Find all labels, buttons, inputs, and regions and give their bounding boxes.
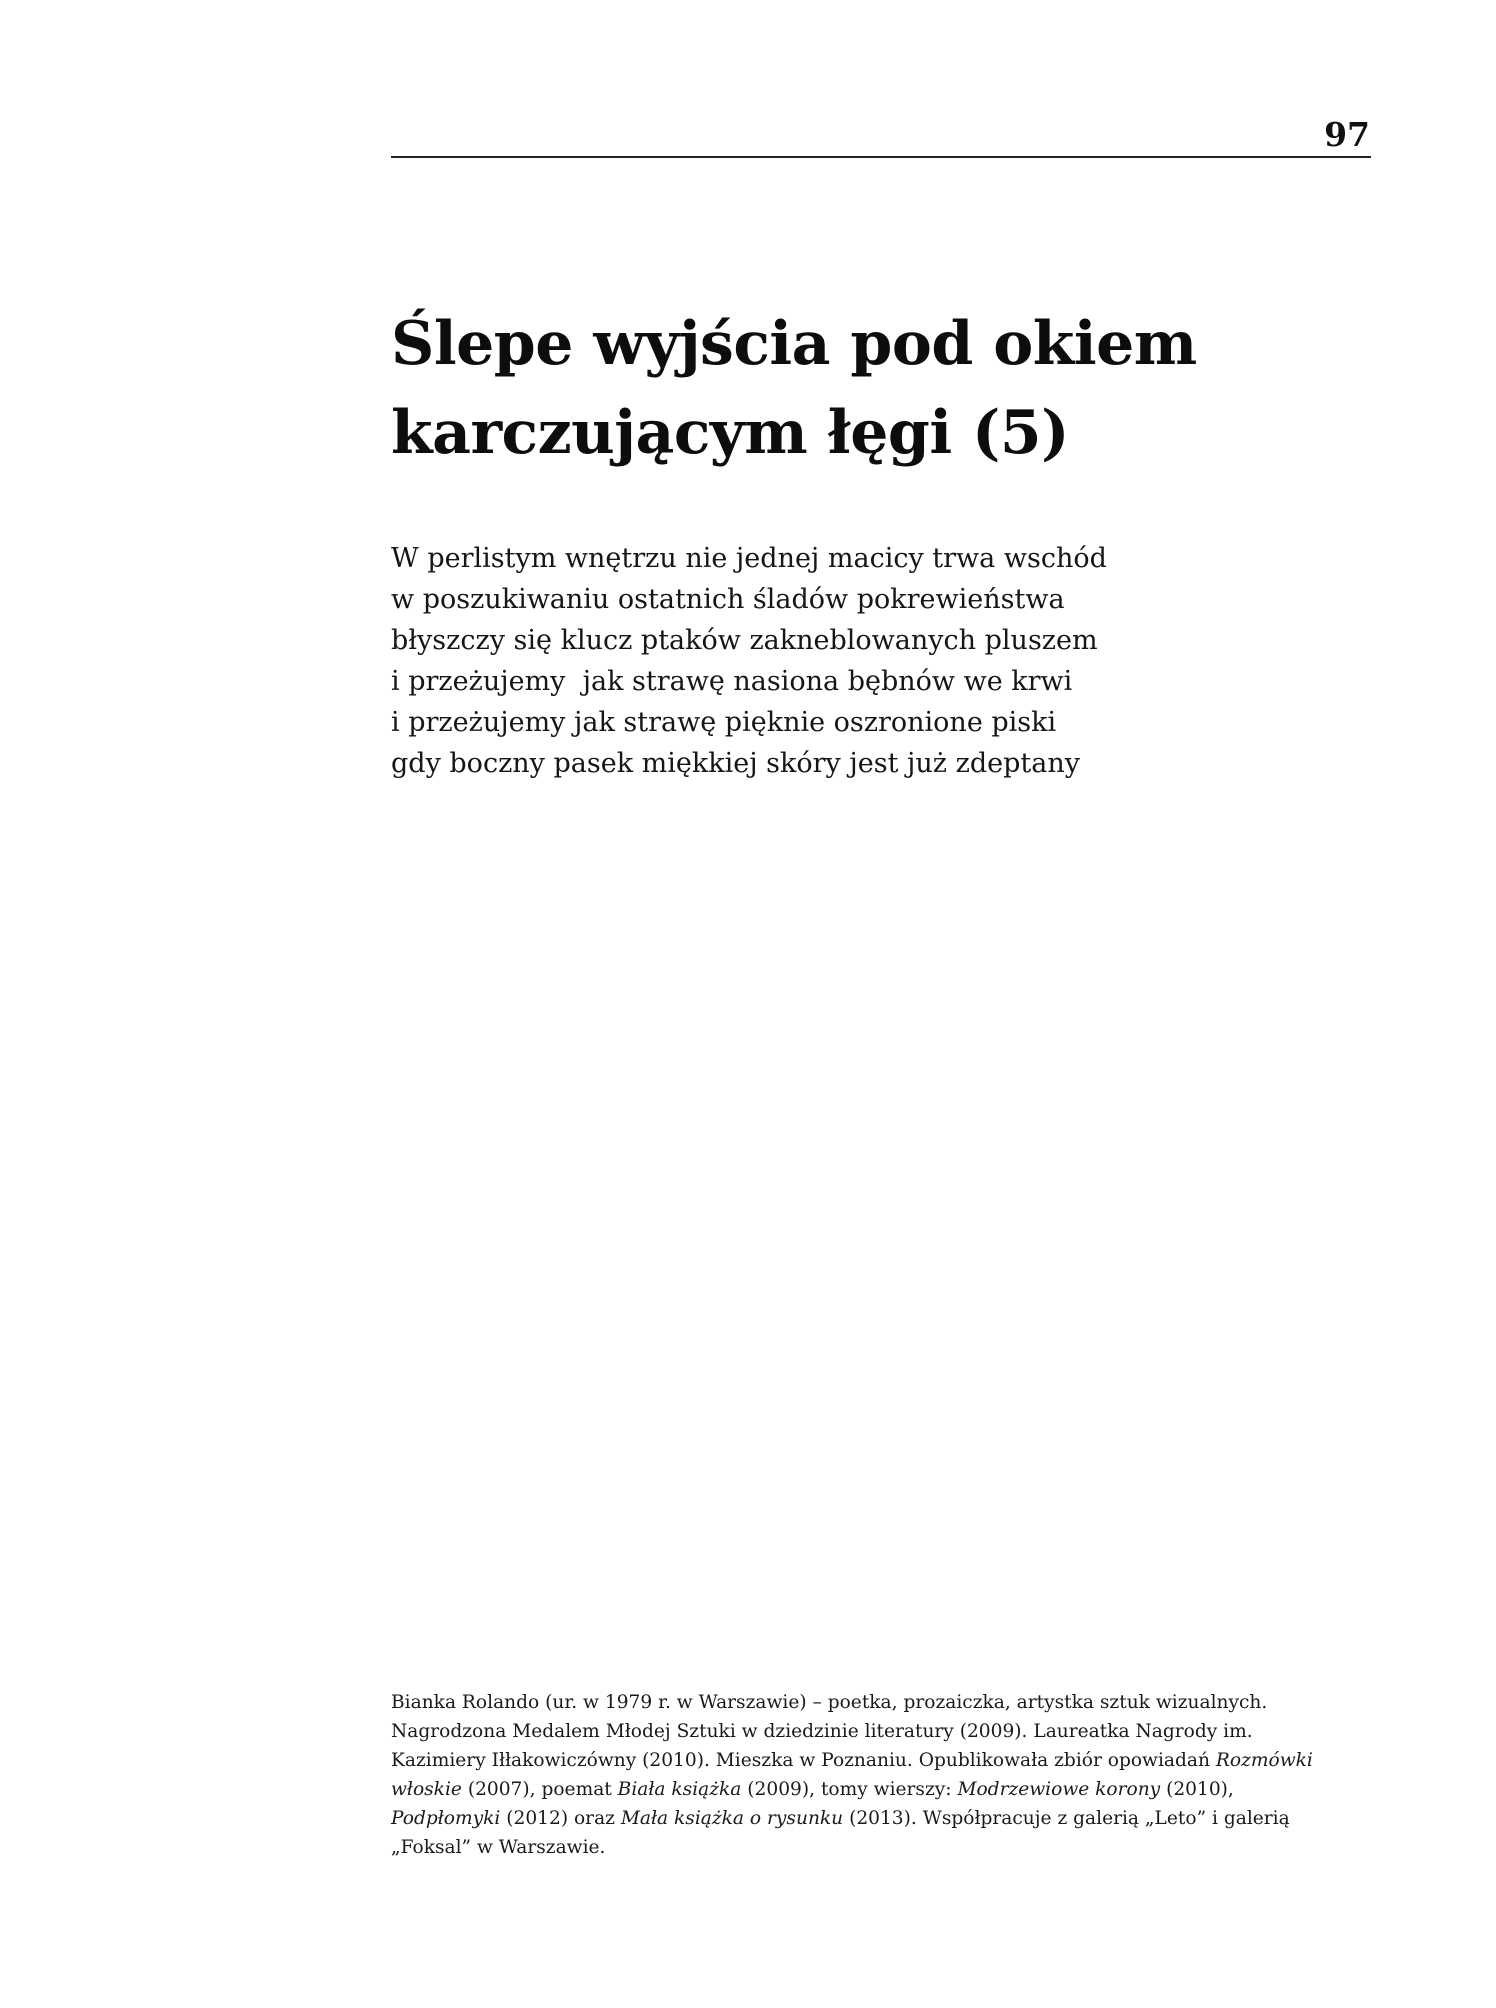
bio-text: Kazimiery Iłłakowiczówny (2010). Mieszka w Poznaniu. Opublikowała zbiór opowiadań <box>391 1750 1216 1771</box>
book-title: Rozmówki <box>1215 1750 1313 1771</box>
poem-title-line: Ślepe wyjścia pod okiem <box>391 309 1197 379</box>
book-title: Mała książka o rysunku <box>620 1808 844 1829</box>
poem-verse: w poszukiwaniu ostatnich śladów pokrewieństwa <box>391 584 1065 615</box>
page-number: 97 <box>1324 115 1370 154</box>
bio-line <box>391 1775 1361 1804</box>
bio-line: Nagrodzona Medalem Młodej Sztuki w dziedzinie literatury (2009). Laureatka Nagrody im. <box>391 1721 1253 1742</box>
book-title: Podpłomyki <box>391 1808 501 1829</box>
bio-line: Bianka Rolando (ur. w 1979 r. w Warszawie) – poetka, prozaiczka, artystka sztuk wizualnych. <box>391 1692 1268 1713</box>
poem-verse: i przeżujemy jak strawę nasiona bębnów we krwi <box>391 666 1073 697</box>
poem-verse: W perlistym wnętrzu nie jednej macicy trwa wschód <box>391 543 1107 574</box>
bio-line <box>391 1746 1361 1775</box>
bio-text: (2009), tomy wierszy: <box>741 1779 958 1800</box>
poem-body <box>391 538 1371 784</box>
poem-verse: błyszczy się klucz ptaków zakneblowanych pluszem <box>391 625 1098 656</box>
header-rule <box>391 156 1371 158</box>
poem-title-line: karczującym łęgi (5) <box>391 398 1070 468</box>
bio-line <box>391 1804 1361 1833</box>
book-title: Biała książka <box>617 1779 742 1800</box>
book-title: włoskie <box>391 1779 462 1800</box>
bio-text: (2013). Współpracuje z galerią „Leto” i galerią <box>843 1808 1290 1829</box>
bio-text: (2007), poemat <box>461 1779 618 1800</box>
poem-title <box>391 300 1371 478</box>
bio-text: (2012) oraz <box>500 1808 621 1829</box>
poem-verse: gdy boczny pasek miękkiej skóry jest już zdeptany <box>391 748 1080 779</box>
bio-text: (2010), <box>1160 1779 1234 1800</box>
bio-line: „Foksal” w Warszawie. <box>391 1837 606 1858</box>
book-title: Modrzewiowe korony <box>957 1779 1161 1800</box>
poem-verse: i przeżujemy jak strawę pięknie oszronione piski <box>391 707 1057 738</box>
author-bio <box>391 1688 1361 1862</box>
